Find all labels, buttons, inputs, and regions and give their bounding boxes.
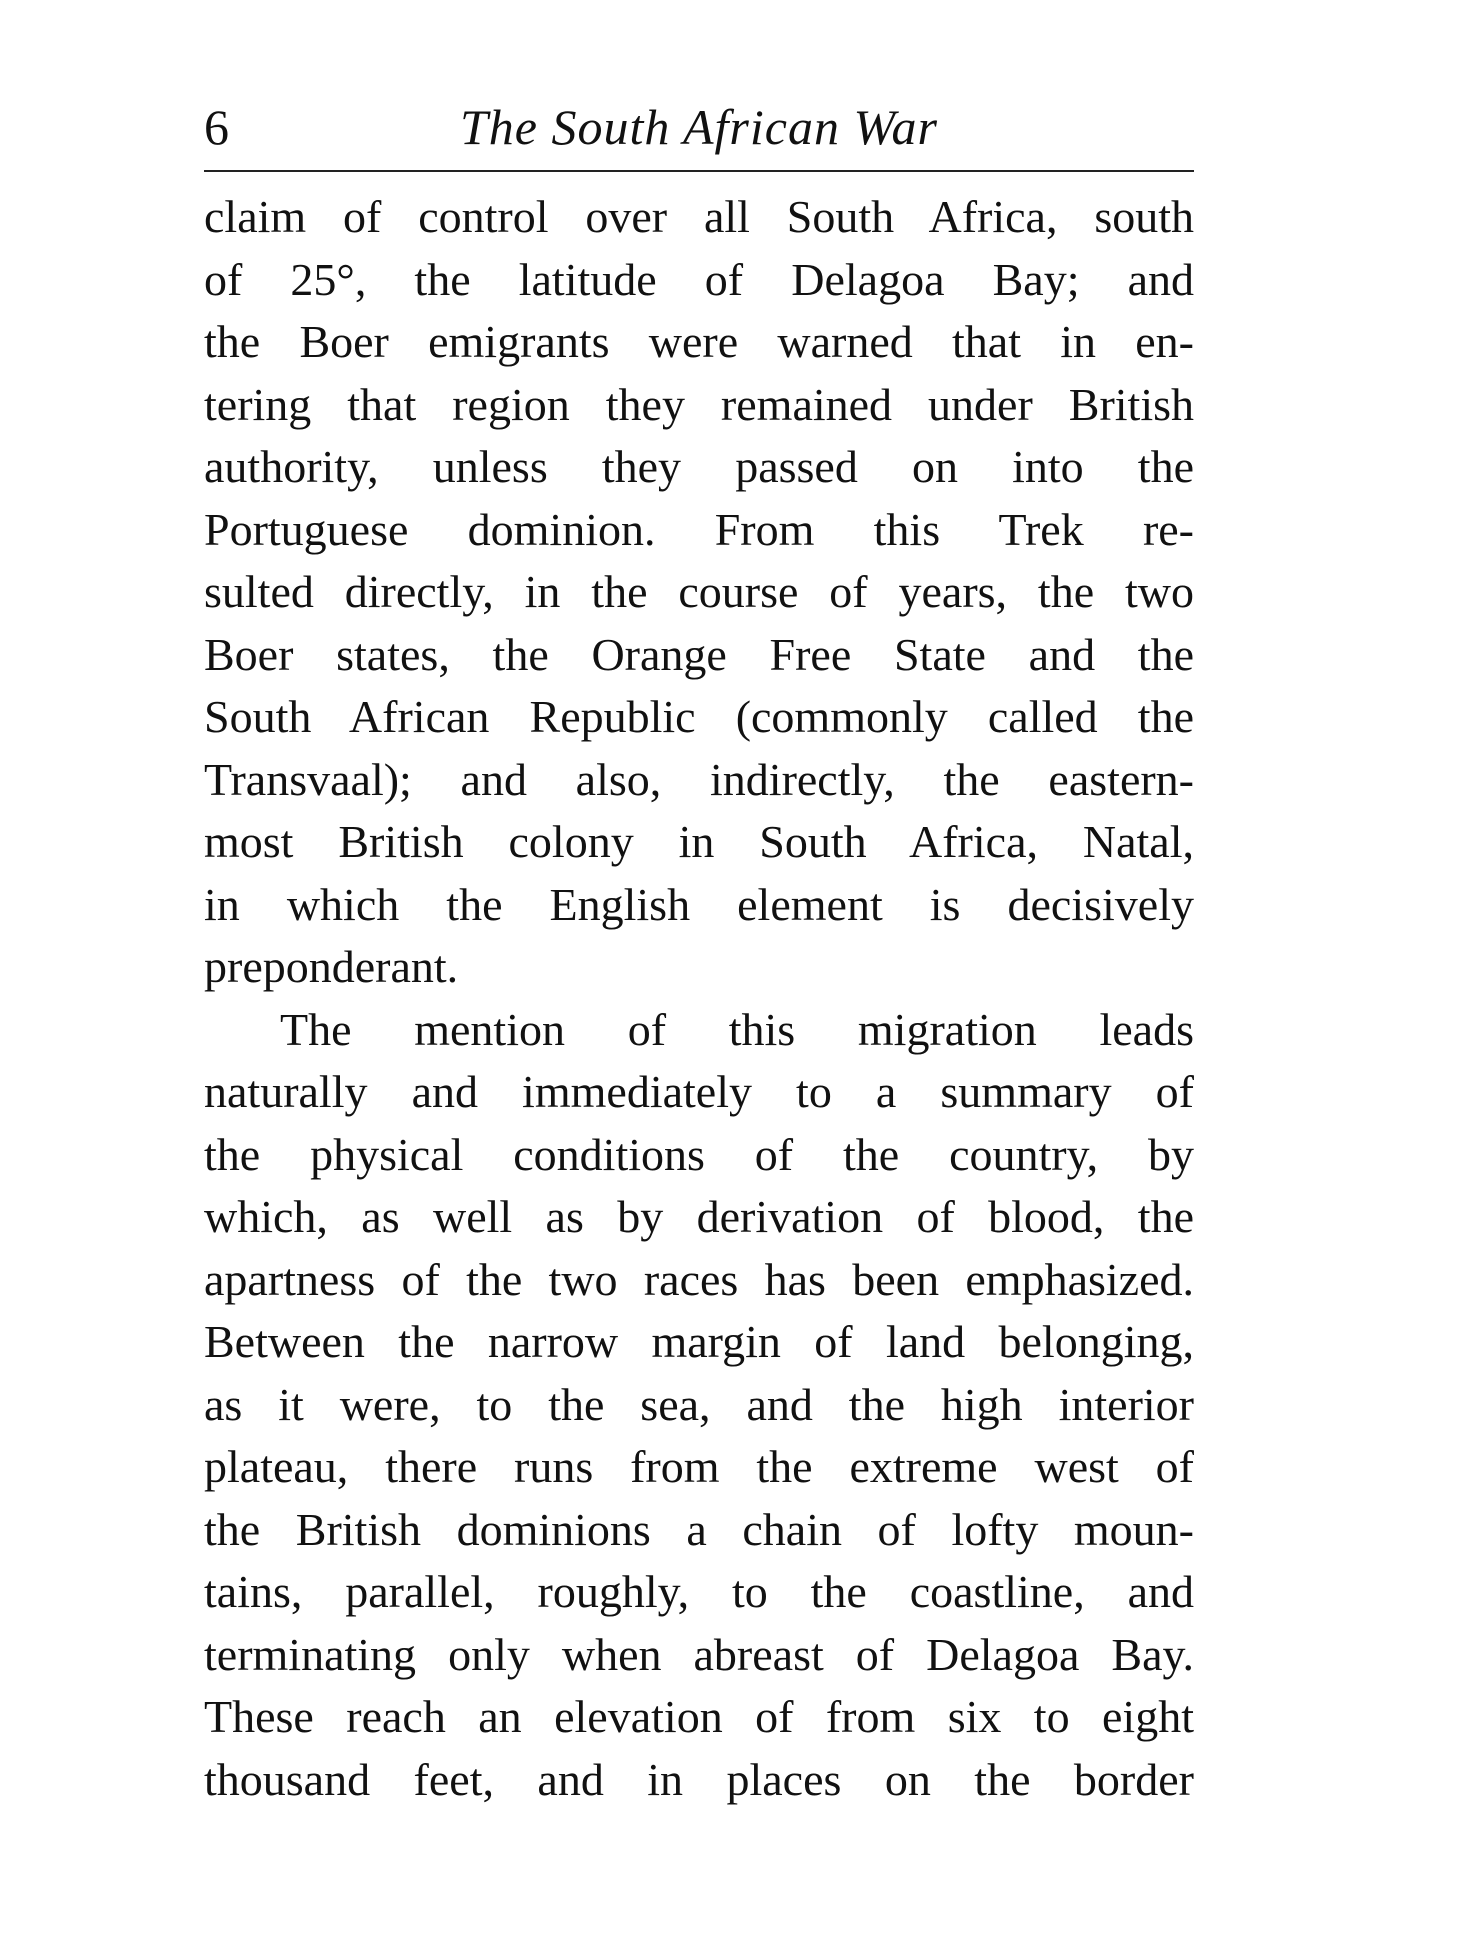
text-line: thousand feet, and in places on the border <box>204 1753 1194 1805</box>
page-number: 6 <box>204 99 229 155</box>
text-line: authority, unless they passed on into the <box>204 441 1194 492</box>
text-line: preponderant. <box>204 941 459 992</box>
text-line: most British colony in South Africa, Natal, <box>204 816 1194 867</box>
running-head <box>204 92 1194 162</box>
text-line: The mention of this migration leads <box>280 1003 1194 1055</box>
text-line: Portuguese dominion. From this Trek re- <box>204 503 1194 555</box>
text-line: as it were, to the sea, and the high interior <box>204 1378 1194 1430</box>
text-line: in which the English element is decisively <box>204 878 1194 930</box>
text-line: apartness of the two races has been emphasized. <box>204 1253 1194 1305</box>
text-line: Transvaal); and also, indirectly, the eastern- <box>204 753 1194 805</box>
running-title: The South African War <box>460 99 938 155</box>
text-line: terminating only when abreast of Delagoa Bay. <box>204 1628 1194 1680</box>
text-line: of 25°, the latitude of Delagoa Bay; and <box>204 253 1194 305</box>
text-line: the British dominions a chain of lofty moun- <box>204 1503 1194 1555</box>
header-rule <box>204 170 1194 172</box>
paragraph-1 <box>204 186 1194 999</box>
text-line: Boer states, the Orange Free State and the <box>204 628 1194 680</box>
text-line: Between the narrow margin of land belonging, <box>204 1316 1194 1367</box>
text-line: which, as well as by derivation of blood, the <box>204 1191 1194 1242</box>
text-line: These reach an elevation of from six to eight <box>204 1691 1194 1742</box>
text-line: sulted directly, in the course of years, the two <box>204 566 1194 617</box>
text-line: claim of control over all South Africa, south <box>204 191 1194 242</box>
text-line: South African Republic (commonly called the <box>204 691 1194 742</box>
body-text <box>204 186 1194 1811</box>
text-line: the physical conditions of the country, by <box>204 1128 1194 1180</box>
text-line: the Boer emigrants were warned that in en- <box>204 316 1194 367</box>
text-line: tering that region they remained under British <box>204 378 1194 430</box>
text-line: naturally and immediately to a summary of <box>204 1066 1194 1117</box>
text-line: tains, parallel, roughly, to the coastline, and <box>204 1566 1194 1617</box>
text-line: plateau, there runs from the extreme west of <box>204 1441 1194 1492</box>
paragraph-2 <box>204 999 1194 1812</box>
